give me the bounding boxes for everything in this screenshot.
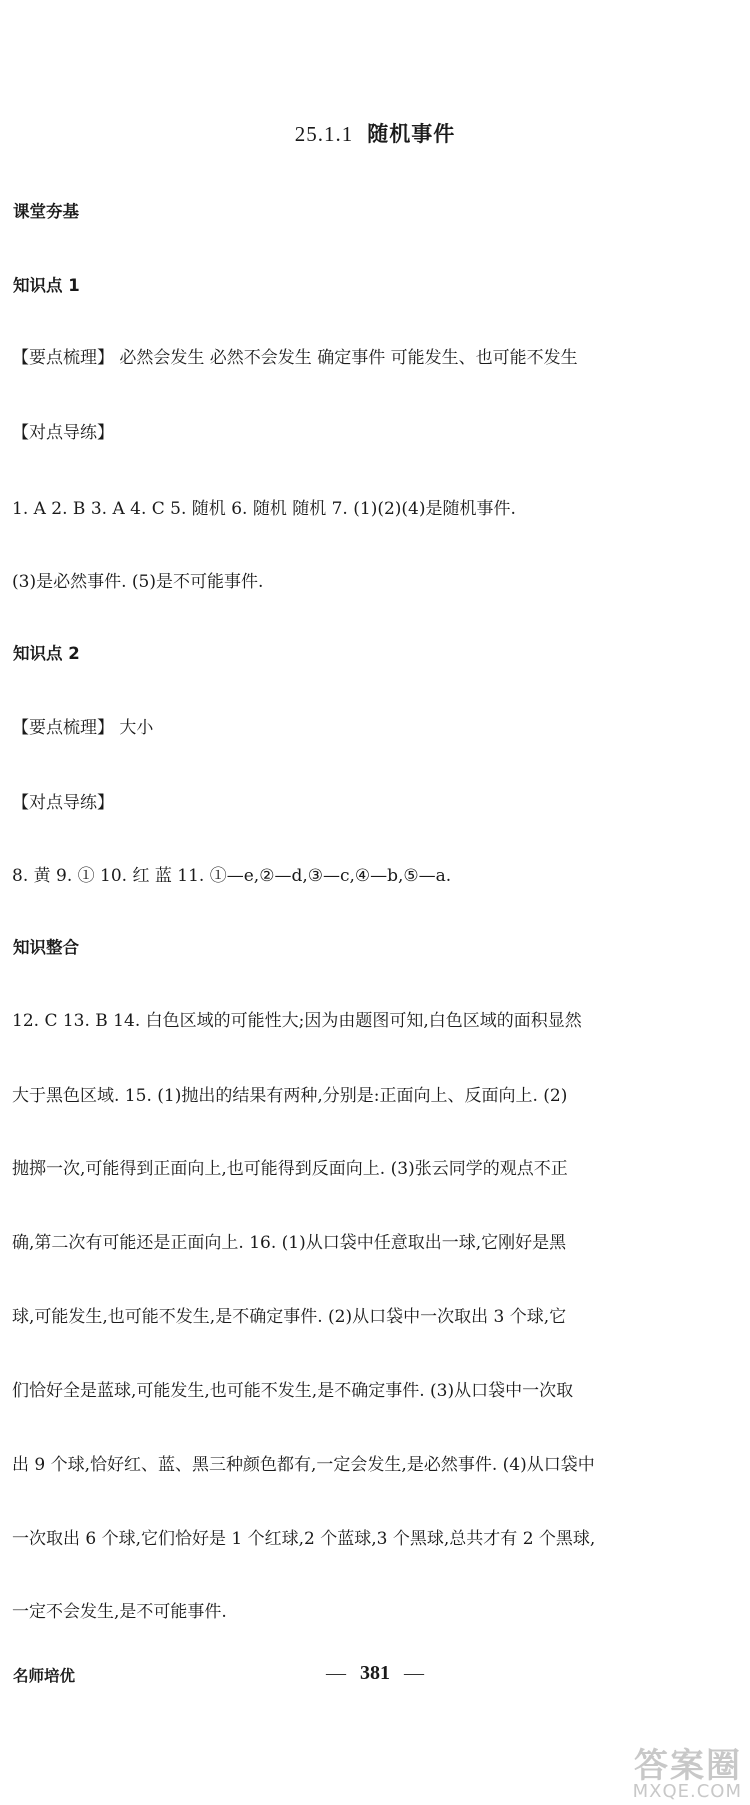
watermark-logo: 答案圈	[634, 1746, 742, 1786]
answer-line-3: 1. A 2. B 3. A 4. C 5. 随机 6. 随机 随机 7. (1)(2)(4)是随机事件.	[12, 499, 516, 519]
section-number: 25.1.1	[294, 122, 354, 146]
answer-line-12: 球,可能发生,也可能不发生,是不确定事件. (2)从口袋中一次取出 3 个球,它	[12, 1307, 567, 1327]
page-number	[0, 1662, 750, 1685]
watermark-site: MXQE.COM	[632, 1781, 742, 1802]
answer-line-11: 确,第二次有可能还是正面向上. 16. (1)从口袋中任意取出一球,它刚好是黑	[12, 1233, 567, 1253]
heading-knowledge-point-2: 知识点 2	[13, 644, 80, 663]
page-number-dash-right: —	[404, 1662, 424, 1684]
page-number-value: 381	[360, 1662, 390, 1684]
answer-line-7: 8. 黄 9. ① 10. 红 蓝 11. ①—e,②—d,③—c,④—b,⑤—a.	[12, 866, 452, 886]
answer-line-15: 一次取出 6 个球,它们恰好是 1 个红球,2 个蓝球,3 个黑球,总共才有 2 个黑球,	[12, 1529, 596, 1549]
heading-knowledge-point-1: 知识点 1	[13, 276, 80, 295]
page-number-dash-left: —	[326, 1662, 346, 1684]
answer-line-9: 大于黑色区域. 15. (1)抛出的结果有两种,分别是:正面向上、反面向上. (2)	[12, 1086, 568, 1106]
heading-mingshi: 名师培优	[13, 1667, 76, 1685]
answer-line-5: 【要点梳理】 大小	[12, 718, 154, 738]
answer-line-16: 一定不会发生,是不可能事件.	[12, 1602, 227, 1622]
answer-line-10: 抛掷一次,可能得到正面向上,也可能得到反面向上. (3)张云同学的观点不正	[12, 1159, 568, 1179]
answer-line-8: 12. C 13. B 14. 白色区域的可能性大;因为由题图可知,白色区域的面积显然	[12, 1011, 582, 1031]
watermark	[633, 1738, 742, 1802]
answer-line-2: 【对点导练】	[12, 423, 114, 443]
answer-line-1: 【要点梳理】 必然会发生 必然不会发生 确定事件 可能发生、也可能不发生	[12, 348, 578, 368]
heading-knowledge-integration: 知识整合	[13, 938, 79, 957]
section-title	[0, 118, 750, 148]
answer-line-4: (3)是必然事件. (5)是不可能事件.	[12, 572, 264, 592]
section-name: 随机事件	[367, 122, 456, 146]
answer-line-13: 们恰好全是蓝球,可能发生,也可能不发生,是不确定事件. (3)从口袋中一次取	[12, 1381, 574, 1401]
heading-ketang: 课堂夯基	[13, 202, 79, 221]
answer-line-14: 出 9 个球,恰好红、蓝、黑三种颜色都有,一定会发生,是必然事件. (4)从口袋中	[12, 1455, 595, 1475]
answer-line-6: 【对点导练】	[12, 793, 114, 813]
